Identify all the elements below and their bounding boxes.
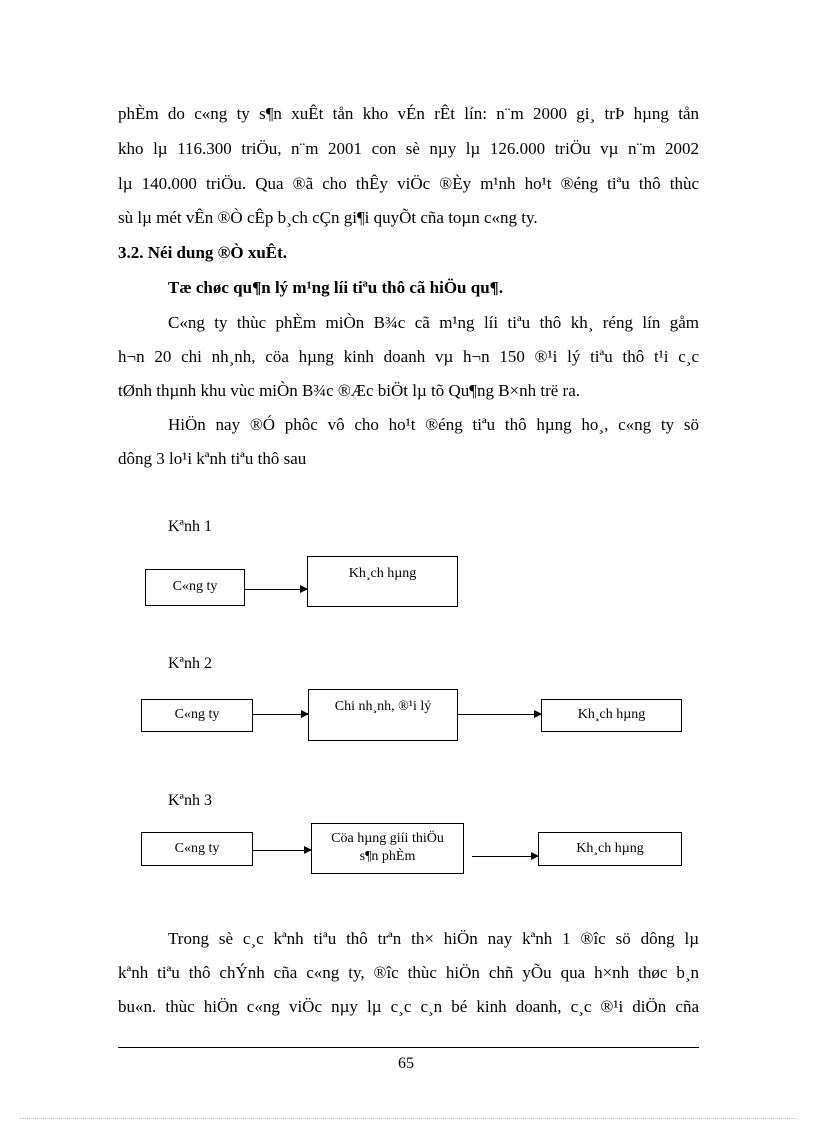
conclusion-line-2: kªnh tiªu thô chÝnh cña c«ng ty, ®îc thùc hiÖn chñ yÕu qua h×nh thøc b¸n — [118, 963, 699, 982]
channel-3-arrow-1 — [253, 850, 311, 851]
subheading: Tæ chøc qu¶n lý m¹ng líi tiªu thô cã hiÖu qu¶. — [168, 278, 504, 297]
channel-2-branch-box: Chi nh¸nh, ®¹i lý — [308, 689, 458, 741]
channels-line-2: dông 3 lo¹i kªnh tiªu thô sau — [118, 449, 307, 468]
intro-line-1: phÈm do c«ng ty s¶n xuÊt tån kho vÉn rÊt lín: n¨m 2000 gi¸ trÞ hµng tån — [118, 104, 699, 123]
channel-3-arrow-2 — [472, 856, 538, 857]
section-heading: 3.2. Néi dung ®Ò xuÊt. — [118, 243, 288, 262]
channel-1-customer-box: Kh¸ch hµng — [307, 556, 458, 607]
channel-3-customer-box: Kh¸ch hµng — [538, 832, 682, 866]
channel-2-arrow-1 — [253, 714, 308, 715]
channel-2-label: Kªnh 2 — [168, 655, 212, 672]
network-line-3: tØnh thµnh khu vùc miÒn B¾c ®Æc biÖt lµ tõ Qu¶ng B×nh trë ra. — [118, 381, 581, 400]
channel-2-customer-box: Kh¸ch hµng — [541, 699, 682, 732]
footer-rule — [118, 1047, 699, 1048]
network-line-1: C«ng ty thùc phÈm miÒn B¾c cã m¹ng líi tiªu thô kh¸ réng lín gåm — [168, 313, 699, 332]
channel-1-label: Kªnh 1 — [168, 518, 212, 535]
channels-line-1: HiÖn nay ®Ó phôc vô cho ho¹t ®éng tiªu thô hµng ho¸, c«ng ty sö — [168, 415, 699, 434]
channel-3-label: Kªnh 3 — [168, 792, 212, 809]
conclusion-line-3: bu«n. thùc hiÖn c«ng viÖc nµy lµ c¸c c¸n bé kinh doanh, c¸c ®¹i diÖn cña — [118, 997, 699, 1016]
channel-2-arrow-2 — [458, 714, 541, 715]
page-bottom-border — [20, 1118, 796, 1119]
conclusion-line-1: Trong sè c¸c kªnh tiªu thô trªn th× hiÖn nay kªnh 1 ®îc sö dông lµ — [168, 929, 699, 948]
intro-line-4: sù lµ mét vÊn ®Ò cÊp b¸ch cÇn gi¶i quyÕt cña toµn c«ng ty. — [118, 208, 538, 227]
intro-line-2: kho lµ 116.300 triÖu, n¨m 2001 con sè nµy lµ 126.000 triÖu vµ n¨m 2002 — [118, 139, 699, 158]
intro-line-3: lµ 140.000 triÖu. Qua ®ã cho thÊy viÖc ®Èy m¹nh ho¹t ®éng tiªu thô thùc — [118, 174, 699, 193]
channel-1-company-box: C«ng ty — [145, 569, 245, 606]
channel-3-store-box: Cöa hµng giíi thiÖu s¶n phÈm — [311, 823, 464, 874]
channel-1-arrow — [245, 589, 307, 590]
channel-3-company-box: C«ng ty — [141, 832, 253, 866]
channel-2-company-box: C«ng ty — [141, 699, 253, 732]
page-number: 65 — [398, 1055, 414, 1072]
network-line-2: h¬n 20 chi nh¸nh, cöa hµng kinh doanh vµ h¬n 150 ®¹i lý tiªu thô t¹i c¸c — [118, 347, 699, 366]
